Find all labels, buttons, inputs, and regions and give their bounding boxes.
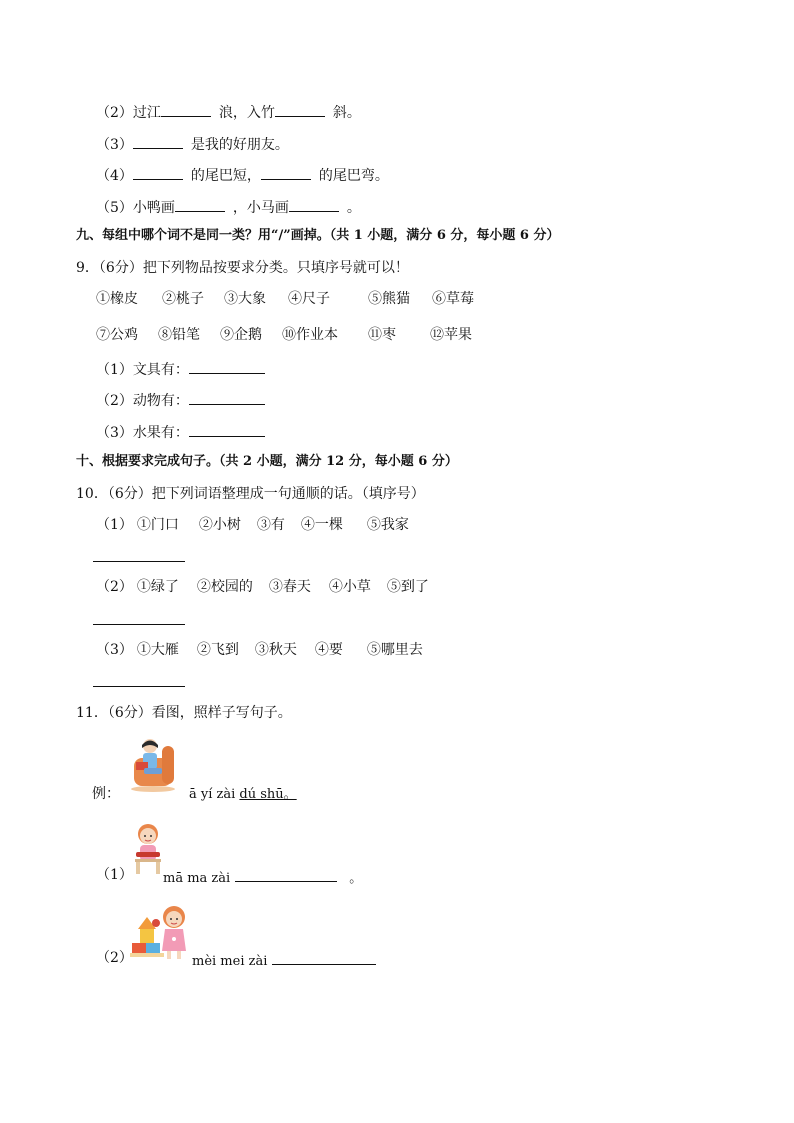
question-9: 9．（6分）把下列物品按要求分类。只填序号就可以！ bbox=[76, 260, 409, 276]
word-option: ②校园的 bbox=[196, 579, 253, 595]
word-option: ⑤哪里去 bbox=[366, 642, 423, 658]
option: ⑥草莓 bbox=[432, 291, 474, 307]
word-option: ④一棵 bbox=[300, 517, 343, 533]
q9-sub-2: （2）动物有： bbox=[96, 390, 265, 410]
answer-blank[interactable] bbox=[189, 359, 265, 374]
blank[interactable] bbox=[261, 165, 311, 180]
blank[interactable] bbox=[133, 134, 183, 149]
answer-blank[interactable] bbox=[189, 390, 265, 405]
word-option: ⑤到了 bbox=[386, 579, 429, 595]
q10-group-2: （2） ①绿了 ②校园的 ③春天 ④小草 ⑤到了 bbox=[96, 579, 429, 595]
picture-sister-blocks bbox=[130, 903, 190, 963]
q8-item-2: （2）过江 浪，入竹 斜。 bbox=[96, 102, 361, 122]
blank[interactable] bbox=[289, 197, 339, 212]
section-10-header: 十、根据要求完成句子。（共 2 小题，满分 12 分，每小题 6 分） bbox=[76, 454, 458, 469]
q9-options-row-2 bbox=[96, 326, 472, 344]
q8-item-3: （3） 是我的好朋友。 bbox=[96, 134, 289, 154]
q10-group-1: （1） ①门口 ②小树 ③有 ④一棵 ⑤我家 bbox=[96, 517, 409, 533]
q10-group-3: （3） ①大雁 ②飞到 ③秋天 ④要 ⑤哪里去 bbox=[96, 642, 423, 658]
q8-item-4: （4） 的尾巴短， 的尾巴弯。 bbox=[96, 165, 389, 185]
q11-item-2: （2） bbox=[96, 950, 133, 966]
answer-blank[interactable] bbox=[189, 422, 265, 437]
option: ⑩作业本 bbox=[282, 327, 338, 343]
option: ⑧铅笔 bbox=[158, 327, 200, 343]
q9-sub-1: （1）文具有： bbox=[96, 359, 265, 379]
option: ③大象 bbox=[224, 291, 266, 307]
option: ⑤熊猫 bbox=[368, 291, 410, 307]
word-option: ③秋天 bbox=[254, 642, 297, 658]
example-picture-reading bbox=[128, 736, 178, 794]
q11-item-1: （1） bbox=[96, 867, 133, 883]
blank[interactable] bbox=[175, 197, 225, 212]
q11-item-2-sentence: mèi mei zài bbox=[192, 950, 376, 971]
word-option: ①门口 bbox=[136, 517, 179, 533]
word-option: ③有 bbox=[256, 517, 285, 533]
word-option: ④小草 bbox=[328, 579, 371, 595]
q9-sub-3: （3）水果有： bbox=[96, 422, 265, 442]
word-option: ⑤我家 bbox=[366, 517, 409, 533]
answer-line[interactable] bbox=[93, 624, 185, 625]
word-option: ①绿了 bbox=[136, 579, 179, 595]
answer-blank[interactable] bbox=[272, 950, 376, 965]
question-11: 11．（6分）看图，照样子写句子。 bbox=[76, 705, 292, 721]
option: ⑦公鸡 bbox=[96, 327, 138, 343]
answer-line[interactable] bbox=[93, 686, 185, 687]
example-label: 例： bbox=[92, 786, 120, 802]
section-9-header: 九、每组中哪个词不是同一类？用“/”画掉。（共 1 小题，满分 6 分，每小题 6 分） bbox=[76, 228, 560, 243]
option: ①橡皮 bbox=[96, 291, 138, 307]
word-option: ①大雁 bbox=[136, 642, 179, 658]
picture-mother bbox=[130, 820, 166, 876]
q9-options-row-1 bbox=[96, 290, 474, 308]
question-10: 10．（6分）把下列词语整理成一句通顺的话。（填序号） bbox=[76, 486, 425, 502]
blank[interactable] bbox=[275, 102, 325, 117]
answer-line[interactable] bbox=[93, 561, 185, 562]
example-sentence: ā yí zài dú shū。 bbox=[189, 787, 297, 802]
q11-item-1-sentence: mā ma zài 。 bbox=[163, 867, 362, 888]
option: ④尺子 bbox=[288, 291, 330, 307]
option: ②桃子 bbox=[162, 291, 204, 307]
option: ⑫苹果 bbox=[430, 327, 472, 343]
word-option: ③春天 bbox=[268, 579, 311, 595]
answer-blank[interactable] bbox=[235, 867, 337, 882]
blank[interactable] bbox=[161, 102, 211, 117]
word-option: ②小树 bbox=[198, 517, 241, 533]
blank[interactable] bbox=[133, 165, 183, 180]
word-option: ④要 bbox=[314, 642, 343, 658]
option: ⑨企鹅 bbox=[220, 327, 262, 343]
option: ⑪枣 bbox=[368, 327, 396, 343]
word-option: ②飞到 bbox=[196, 642, 239, 658]
q8-item-5: （5）小鸭画 ，小马画 。 bbox=[96, 197, 361, 217]
